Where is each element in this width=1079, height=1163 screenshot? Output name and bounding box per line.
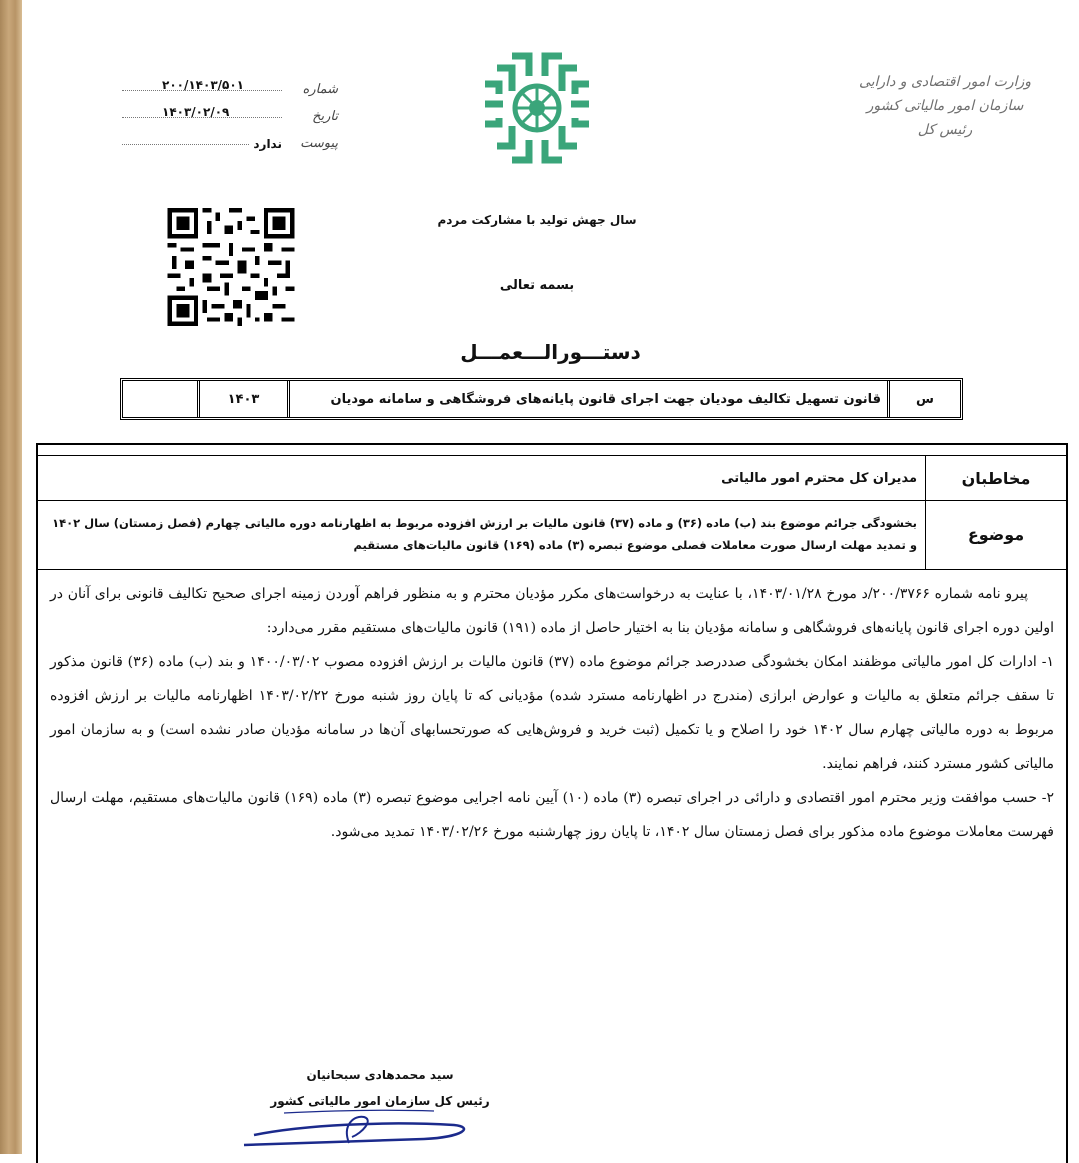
letter-number: ۲۰۰/۱۴۰۳/۵۰۱ (162, 78, 245, 92)
date-label: تاریخ (312, 109, 338, 124)
bar-empty-cell (125, 381, 197, 417)
addressee-label: مخاطبان (925, 456, 1066, 500)
document-body-frame (36, 443, 1068, 1163)
subject-label: موضوع (925, 499, 1066, 569)
bar-letter: س (887, 381, 960, 417)
basmala: بسمه تعالی (499, 278, 575, 293)
attachment-label: پیوست (300, 136, 338, 151)
background-edge (0, 0, 22, 1154)
tax-organization-logo (477, 46, 597, 170)
document-title: دستـــورالـــعمـــل (460, 340, 641, 364)
body-text (50, 577, 1054, 849)
qr-code (167, 208, 295, 326)
paragraph-intro: پیرو نامه شماره ۲۰۰/۳۷۶۶/د مورخ ۱۴۰۳/۰۱/۲۸، با عنایت به درخواست‌های مکرر مؤدیان محترم و به منظور فراهم آوردن زمینه اجرای صحیح تکالیف قانونی برای آنان در اولین دوره اجرای قانون پایانه‌های فروشگاهی و سامانه مؤدیان بنا به اختیار حاصل از ماده (۱۹۱) قانون مالیات‌های مستقیم مقرر می‌دارد: (50, 586, 1054, 636)
ministry-header (825, 70, 1065, 142)
signer-name: سید محمدهادی سبحانیان (306, 1068, 454, 1082)
letter-page (22, 0, 1079, 1154)
handwritten-signature (224, 1095, 484, 1157)
subject-value: بخشودگی جرائم موضوع بند (ب) ماده (۳۶) و ماده (۳۷) قانون مالیات بر ارزش افزوده مربوط به اظهارنامه دوره مالیاتی چهارم (فصل زمستان) سال ۱۴۰۲ و تمدید مهلت ارسال صورت معاملات فصلی موضوع تبصره (۳) ماده (۱۶۹) قانون مالیات‌های مستقیم (52, 516, 917, 552)
subject-bar (120, 378, 963, 420)
organization-line: سازمان امور مالیاتی کشور (866, 98, 1024, 114)
paragraph-item-1: ۱- ادارات کل امور مالیاتی موظفند امکان بخشودگی صددرصد جرائم موضوع ماده (۳۷) قانون مالیات بر ارزش افزوده مصوب ۱۴۰۰/۰۳/۰۲ و بند (ب) ماده (۳۶) قانون مذکور تا سقف جرائم متعلق به مالیات و عوارض ابرازی (مندرج در اظهارنامه مسترد شده) مؤدیانی که تا پایان روز شنبه مورخ ۱۴۰۳/۰۲/۲۲ اظهارنامه مالیات بر ارزش افزوده مربوط به دوره مالیاتی چهارم سال ۱۴۰۲ خود را اصلاح و یا تکمیل (ثبت خرید و فروش‌هایی که صورتحسابهای آن‌ها در سامانه مؤدیان صادر نشده است) و به سازمان امور مالیاتی کشور مسترد کنند، فراهم نمایند. (50, 654, 1054, 772)
paragraph-item-2: ۲- حسب موافقت وزیر محترم امور اقتصادی و دارائی در اجرای تبصره (۳) ماده (۱۰) آیین نامه اجرایی موضوع تبصره (۳) ماده (۱۶۹) قانون مالیات‌های مستقیم، مهلت ارسال فهرست معاملات موضوع ماده مذکور برای فصل زمستان سال ۱۴۰۲، تا پایان روز چهارشنبه مورخ ۱۴۰۳/۰۲/۲۶ تمدید می‌شود. (50, 790, 1054, 840)
subject-row (38, 499, 1066, 570)
number-label: شماره (302, 82, 338, 97)
attachment-value: ندارد (253, 137, 282, 151)
signer-title: رئیس کل سازمان امور مالیاتی کشور (270, 1094, 490, 1108)
bar-year: ۱۴۰۳ (197, 381, 287, 417)
addressee-value: مدیران کل محترم امور مالیاتی (721, 470, 917, 486)
bar-subject: قانون تسهیل تکالیف مودیان جهت اجرای قانون پایانه‌های فروشگاهی و سامانه مودیان (287, 381, 887, 417)
addressee-row (38, 455, 1066, 501)
letter-date: ۱۴۰۳/۰۲/۰۹ (162, 105, 230, 119)
year-slogan: سال جهش تولید با مشارکت مردم (437, 213, 637, 227)
head-line: رئیس کل (917, 122, 973, 138)
letter-metadata (118, 70, 338, 151)
ministry-line: وزارت امور اقتصادی و دارایی (858, 74, 1032, 90)
attachment-row (118, 124, 338, 151)
number-row (118, 70, 338, 97)
date-row (118, 97, 338, 124)
